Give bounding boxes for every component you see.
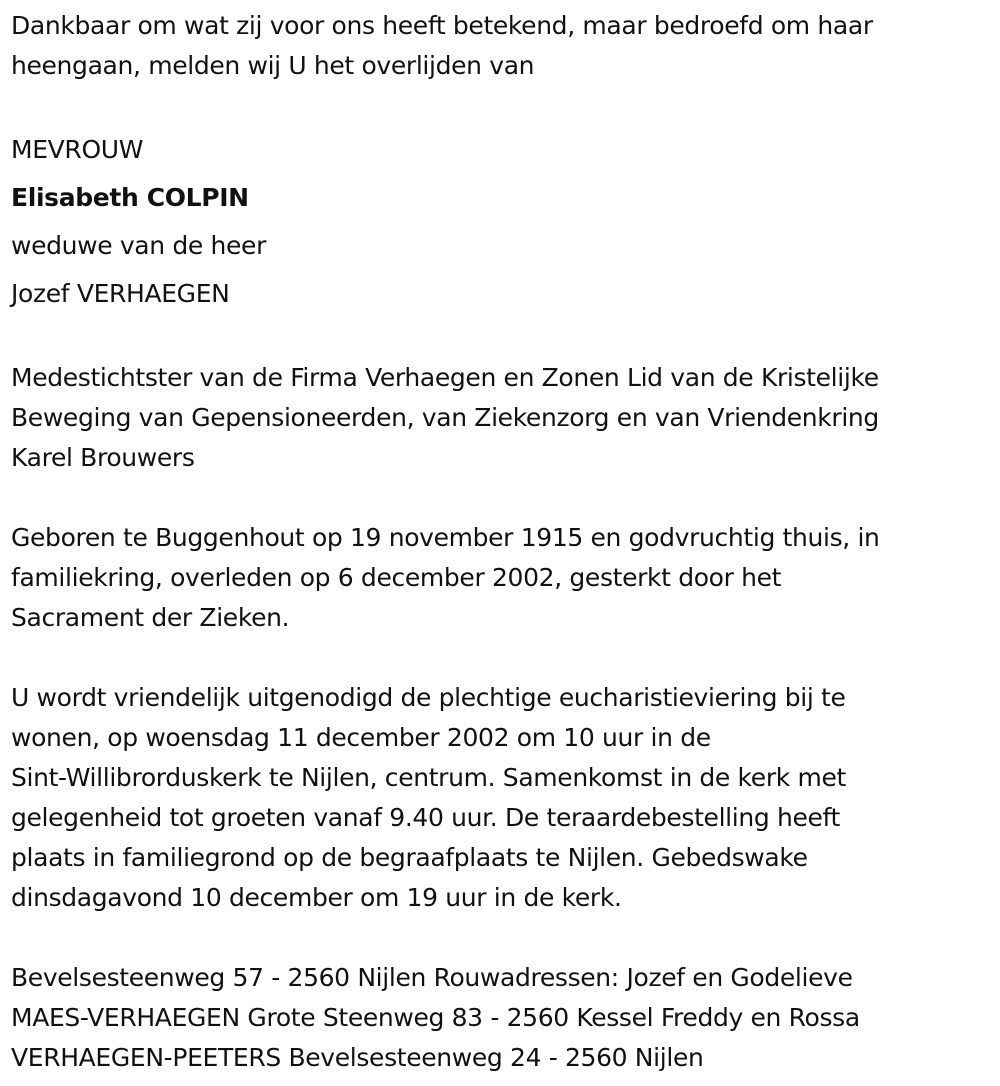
intro-line: Dankbaar om wat zij voor ons heeft betekend, maar bedroefd om haar [11,11,873,40]
ceremony-paragraph [11,678,991,918]
deceased-name: Elisabeth COLPIN [11,183,249,212]
obituary-notice [11,6,991,1078]
birth-death-line: Geboren te Buggenhout op 19 november 1915 en godvruchtig thuis, in [11,523,880,552]
ceremony-line: plaats in familiegrond op de begraafplaats te Nijlen. Gebedswake [11,843,808,872]
deceased-block [11,126,991,318]
affiliations-line: Beweging van Gepensioneerden, van Ziekenzorg en van Vriendenkring [11,403,879,432]
intro-paragraph [11,6,991,86]
paragraph-spacer [11,86,991,126]
paragraph-spacer [11,318,991,358]
ceremony-line: Sint-Willibrorduskerk te Nijlen, centrum. Samenkomst in de kerk met [11,763,846,792]
spouse-name: Jozef VERHAEGEN [11,279,230,308]
addresses-line: VERHAEGEN-PEETERS Bevelsesteenweg 24 - 2560 Nijlen [11,1043,704,1072]
paragraph-spacer [11,638,991,678]
ceremony-line: dinsdagavond 10 december om 19 uur in de kerk. [11,883,622,912]
paragraph-spacer [11,918,991,958]
addresses-line: MAES-VERHAEGEN Grote Steenweg 83 - 2560 Kessel Freddy en Rossa [11,1003,860,1032]
birth-death-paragraph [11,518,991,638]
ceremony-line: U wordt vriendelijk uitgenodigd de plechtige eucharistieviering bij te [11,683,846,712]
birth-death-line: Sacrament der Zieken. [11,603,290,632]
honorific: MEVROUW [11,135,144,164]
paragraph-spacer [11,478,991,518]
addresses-line: Bevelsesteenweg 57 - 2560 Nijlen Rouwadressen: Jozef en Godelieve [11,963,853,992]
ceremony-line: wonen, op woensdag 11 december 2002 om 10 uur in de [11,723,711,752]
addresses-paragraph [11,958,991,1078]
ceremony-line: gelegenheid tot groeten vanaf 9.40 uur. De teraardebestelling heeft [11,803,841,832]
intro-line: heengaan, melden wij U het overlijden van [11,51,535,80]
birth-death-line: familiekring, overleden op 6 december 2002, gesterkt door het [11,563,782,592]
affiliations-paragraph [11,358,991,478]
affiliations-line: Medestichtster van de Firma Verhaegen en Zonen Lid van de Kristelijke [11,363,879,392]
affiliations-line: Karel Brouwers [11,443,195,472]
relation-text: weduwe van de heer [11,231,267,260]
